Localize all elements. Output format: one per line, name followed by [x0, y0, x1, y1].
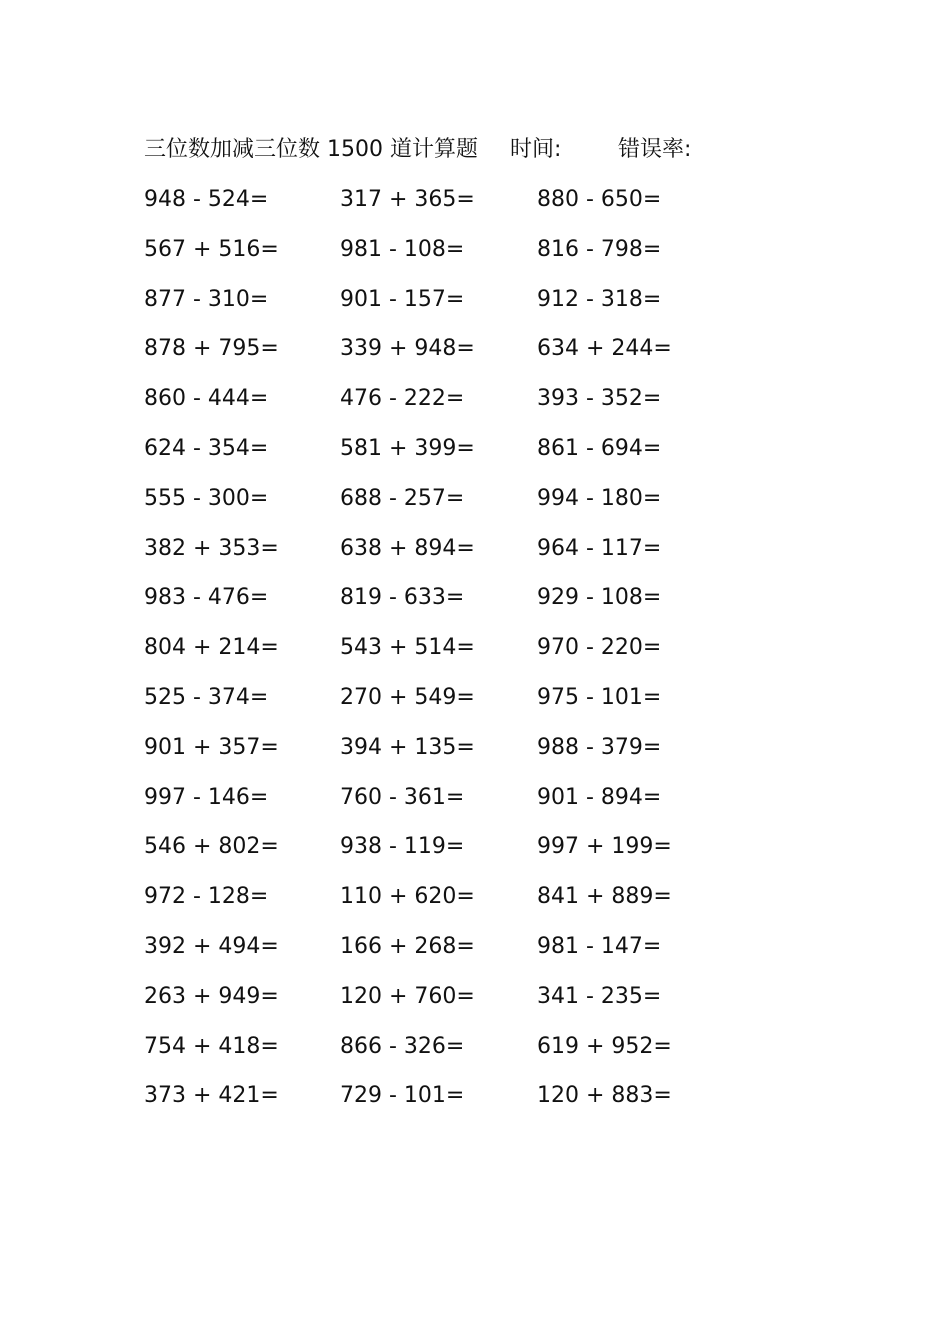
- problem-item: 970 - 220=: [537, 635, 662, 661]
- problem-row: [144, 977, 744, 1027]
- problem-item: 110 + 620=: [340, 884, 475, 910]
- problem-item: 373 + 421=: [144, 1083, 279, 1109]
- problem-row: [144, 827, 744, 877]
- problem-row: [144, 180, 744, 230]
- problem-row: [144, 429, 744, 479]
- problem-item: 912 - 318=: [537, 286, 662, 312]
- problem-item: 983 - 476=: [144, 585, 269, 611]
- problem-item: 270 + 549=: [340, 684, 475, 710]
- problem-item: 994 - 180=: [537, 485, 662, 511]
- problem-item: 120 + 883=: [537, 1083, 672, 1109]
- problem-item: 624 - 354=: [144, 435, 269, 461]
- problem-row: [144, 230, 744, 280]
- problem-item: 861 - 694=: [537, 435, 662, 461]
- problem-row: [144, 479, 744, 529]
- problem-item: 263 + 949=: [144, 983, 279, 1009]
- problem-row: [144, 529, 744, 579]
- problem-item: 816 - 798=: [537, 236, 662, 262]
- worksheet-header: [144, 132, 844, 168]
- problem-item: 619 + 952=: [537, 1033, 672, 1059]
- problem-item: 638 + 894=: [340, 535, 475, 561]
- problem-item: 972 - 128=: [144, 884, 269, 910]
- problem-item: 120 + 760=: [340, 983, 475, 1009]
- problem-item: 392 + 494=: [144, 933, 279, 959]
- problem-item: 543 + 514=: [340, 635, 475, 661]
- problem-item: 997 - 146=: [144, 784, 269, 810]
- time-label: 时间:: [510, 137, 562, 162]
- problem-item: 394 + 135=: [340, 734, 475, 760]
- problem-row: [144, 628, 744, 678]
- problem-item: 754 + 418=: [144, 1033, 279, 1059]
- problem-row: [144, 280, 744, 330]
- problem-item: 877 - 310=: [144, 286, 269, 312]
- problem-row: [144, 1027, 744, 1077]
- problem-row: [144, 728, 744, 778]
- problem-item: 546 + 802=: [144, 834, 279, 860]
- worksheet-title: 三位数加减三位数 1500 道计算题: [144, 137, 478, 162]
- problem-item: 393 - 352=: [537, 386, 662, 412]
- problem-item: 555 - 300=: [144, 485, 269, 511]
- problem-item: 964 - 117=: [537, 535, 662, 561]
- problem-item: 860 - 444=: [144, 386, 269, 412]
- problem-item: 317 + 365=: [340, 187, 475, 212]
- error-rate-label: 错误率:: [618, 137, 692, 162]
- problem-item: 948 - 524=: [144, 187, 269, 212]
- problem-item: 901 - 157=: [340, 286, 465, 312]
- problem-item: 901 + 357=: [144, 734, 279, 760]
- problem-item: 581 + 399=: [340, 435, 475, 461]
- problem-row: [144, 778, 744, 828]
- problem-item: 525 - 374=: [144, 684, 269, 710]
- problem-item: 929 - 108=: [537, 585, 662, 611]
- problem-item: 634 + 244=: [537, 336, 672, 362]
- problem-item: 819 - 633=: [340, 585, 465, 611]
- problem-row: [144, 578, 744, 628]
- problem-item: 729 - 101=: [340, 1083, 465, 1109]
- problem-item: 975 - 101=: [537, 684, 662, 710]
- problem-item: 866 - 326=: [340, 1033, 465, 1059]
- problem-row: [144, 1076, 744, 1126]
- problem-item: 382 + 353=: [144, 535, 279, 561]
- problem-item: 341 - 235=: [537, 983, 662, 1009]
- problem-grid: [144, 180, 744, 1126]
- problem-item: 804 + 214=: [144, 635, 279, 661]
- problem-item: 760 - 361=: [340, 784, 465, 810]
- problem-item: 841 + 889=: [537, 884, 672, 910]
- problem-item: 688 - 257=: [340, 485, 465, 511]
- problem-item: 567 + 516=: [144, 236, 279, 262]
- problem-item: 880 - 650=: [537, 187, 662, 212]
- problem-item: 938 - 119=: [340, 834, 465, 860]
- problem-item: 901 - 894=: [537, 784, 662, 810]
- problem-item: 166 + 268=: [340, 933, 475, 959]
- problem-row: [144, 927, 744, 977]
- problem-item: 339 + 948=: [340, 336, 475, 362]
- problem-item: 981 - 147=: [537, 933, 662, 959]
- problem-item: 476 - 222=: [340, 386, 465, 412]
- problem-item: 981 - 108=: [340, 236, 465, 262]
- problem-row: [144, 877, 744, 927]
- problem-item: 878 + 795=: [144, 336, 279, 362]
- problem-item: 988 - 379=: [537, 734, 662, 760]
- problem-item: 997 + 199=: [537, 834, 672, 860]
- problem-row: [144, 678, 744, 728]
- problem-row: [144, 379, 744, 429]
- problem-row: [144, 329, 744, 379]
